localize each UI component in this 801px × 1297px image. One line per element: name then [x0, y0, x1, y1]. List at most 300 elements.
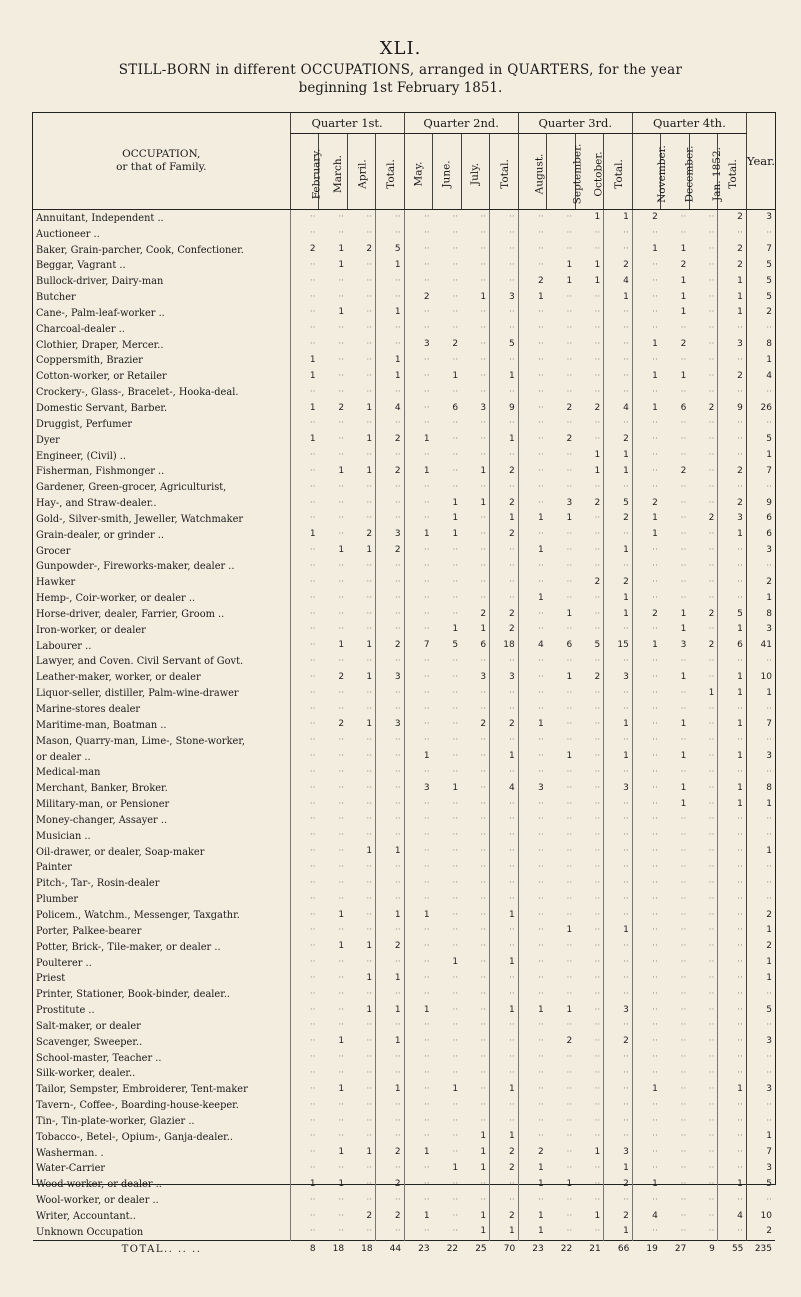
month-value-cell: ··	[338, 751, 345, 762]
year-total-cell: 1	[746, 448, 775, 464]
occupation-label: Labourer ..	[36, 640, 92, 652]
month-value-cell: ··	[480, 1004, 487, 1015]
month-value-cell: ··	[366, 386, 373, 397]
month-value-cell: ··	[594, 1083, 601, 1094]
month-value-cell: 1	[338, 259, 345, 270]
quarter-total-cell: ··	[604, 242, 633, 258]
quarter-total-cell: ··	[490, 416, 519, 432]
month-value-cell: ··	[680, 228, 687, 239]
month-value-cell: ··	[338, 228, 345, 239]
month-value-cell: ··	[366, 830, 373, 841]
quarter-total-cell: ··	[604, 955, 633, 971]
month-value-cell: 1	[290, 353, 319, 369]
year-total-cell: 5	[746, 1176, 775, 1192]
month-value-cell: ··	[338, 275, 345, 286]
year-total-cell: 5	[746, 1002, 775, 1018]
month-value-cell: ··	[452, 798, 459, 809]
month-value-cell: ··	[680, 1020, 687, 1031]
month-value-cell: ··	[518, 226, 547, 242]
month-value-cell: ··	[338, 418, 345, 429]
month-value-cell: ··	[452, 1036, 459, 1047]
month-value-cell: 1	[366, 434, 373, 445]
quarter-total-cell: ··	[604, 622, 633, 638]
year-total-cell: 1	[746, 685, 775, 701]
quarter-total-cell: ··	[604, 479, 633, 495]
total-value-cell: 70	[490, 1240, 519, 1258]
quarter-total-cell: 1	[718, 622, 747, 638]
quarter-total-cell: 1	[490, 1002, 519, 1018]
month-value-cell: 1	[338, 545, 345, 556]
occupation-label: Porter, Palkee-bearer	[36, 925, 142, 937]
quarter-total-cell: ··	[718, 1113, 747, 1129]
quarter-total-cell: ··	[718, 384, 747, 400]
month-header: July.	[461, 134, 490, 210]
month-value-cell: ··	[366, 307, 373, 318]
table-row	[33, 448, 775, 464]
month-header: March.	[319, 134, 348, 210]
month-value-cell: ··	[632, 384, 661, 400]
occupation-label: Gardener, Green-grocer, Agriculturist,	[36, 482, 227, 494]
quarter-total-cell: 1	[490, 1224, 519, 1240]
month-value-cell: ··	[680, 1163, 687, 1174]
month-value-cell: ··	[708, 751, 715, 762]
month-value-cell: 1	[632, 638, 661, 654]
month-value-cell: ··	[404, 1034, 433, 1050]
month-value-cell: ··	[404, 1018, 433, 1034]
quarter-total-cell: 3	[718, 337, 747, 353]
month-value-cell: ··	[680, 386, 687, 397]
year-total-cell: ··	[746, 828, 775, 844]
year-total-cell: 7	[746, 717, 775, 733]
month-value-cell: ··	[566, 814, 573, 825]
month-value-cell: ··	[708, 846, 715, 857]
month-value-cell: ··	[290, 860, 319, 876]
quarter-total-cell: ··	[376, 875, 405, 891]
quarter-total-cell: 5	[490, 337, 519, 353]
month-value-cell: ··	[452, 988, 459, 999]
month-value-cell: ··	[290, 1113, 319, 1129]
month-value-cell: ··	[366, 450, 373, 461]
month-value-cell: 1	[594, 275, 601, 286]
month-value-cell: ··	[366, 1178, 373, 1189]
quarter-4-header: Quarter 4th.	[632, 113, 746, 134]
occupation-label: Printer, Stationer, Book-binder, dealer..	[36, 989, 231, 1001]
quarter-total-cell: ··	[376, 448, 405, 464]
table-row	[33, 638, 775, 654]
year-total-cell: 4	[746, 368, 775, 384]
month-value-cell: 1	[632, 1081, 661, 1097]
total-label: TOTAL.. .. ..	[33, 1240, 290, 1258]
quarter-total-cell: ··	[376, 495, 405, 511]
quarter-total-cell: 1	[490, 907, 519, 923]
month-value-cell: ··	[632, 226, 661, 242]
year-total-cell: 1	[746, 971, 775, 987]
year-total-cell: ··	[746, 860, 775, 876]
quarter-total-cell: 2	[376, 1208, 405, 1224]
month-value-cell: ··	[480, 592, 487, 603]
month-value-cell: ··	[632, 939, 661, 955]
month-value-cell: ··	[452, 291, 459, 302]
month-value-cell: ··	[404, 765, 433, 781]
month-value-cell: ··	[366, 259, 373, 270]
quarter-total-cell: 2	[376, 1176, 405, 1192]
month-value-cell: ··	[518, 416, 547, 432]
year-total-cell: ··	[746, 1050, 775, 1066]
month-value-cell: ··	[708, 1178, 715, 1189]
quarter-total-cell: ··	[604, 416, 633, 432]
month-value-cell: ··	[404, 1161, 433, 1177]
month-value-cell: ··	[338, 481, 345, 492]
month-value-cell: ··	[632, 780, 661, 796]
month-value-cell: ··	[566, 830, 573, 841]
month-value-cell: ··	[452, 228, 459, 239]
month-value-cell: 1	[518, 1161, 547, 1177]
month-value-cell: ··	[366, 275, 373, 286]
month-value-cell: ··	[708, 925, 715, 936]
month-value-cell: ··	[632, 654, 661, 670]
month-value-cell: ··	[708, 703, 715, 714]
month-value-cell: ··	[708, 830, 715, 841]
month-value-cell: ··	[404, 685, 433, 701]
month-value-cell: ··	[290, 654, 319, 670]
month-value-cell: ··	[366, 291, 373, 302]
month-value-cell: ··	[338, 355, 345, 366]
year-total-cell: ··	[746, 654, 775, 670]
month-value-cell: ··	[452, 450, 459, 461]
quarter-total-cell: ··	[376, 1113, 405, 1129]
month-value-cell: ··	[594, 1163, 601, 1174]
quarter-total-cell: 1	[718, 305, 747, 321]
month-value-cell: ··	[680, 560, 687, 571]
month-value-cell: ··	[404, 242, 433, 258]
month-value-cell: ··	[632, 701, 661, 717]
month-value-cell: ··	[366, 212, 373, 223]
table-row	[33, 258, 775, 274]
month-value-cell: 1	[404, 464, 433, 480]
month-value-cell: 2	[338, 402, 345, 413]
year-total-cell: 5	[746, 289, 775, 305]
month-value-cell: ··	[518, 1018, 547, 1034]
month-value-cell: ··	[338, 877, 345, 888]
quarter-total-cell: 5	[718, 606, 747, 622]
month-value-cell: ··	[290, 1034, 319, 1050]
year-total-cell: 5	[746, 258, 775, 274]
month-value-cell: ··	[594, 1131, 601, 1142]
month-value-cell: ··	[594, 529, 601, 540]
quarter-total-cell: ··	[604, 971, 633, 987]
month-value-cell: ··	[518, 353, 547, 369]
quarter-total-cell: ··	[490, 305, 519, 321]
month-value-cell: ··	[566, 941, 573, 952]
month-value-cell: ··	[708, 1210, 715, 1221]
month-value-cell: ··	[708, 1083, 715, 1094]
month-value-cell: ··	[632, 559, 661, 575]
month-value-cell: ··	[518, 1034, 547, 1050]
month-value-cell: 1	[680, 624, 687, 635]
month-value-cell: ··	[366, 656, 373, 667]
month-value-cell: ··	[338, 386, 345, 397]
month-value-cell: ··	[404, 606, 433, 622]
month-value-cell: ··	[290, 305, 319, 321]
stillborn-table	[33, 113, 775, 1258]
quarter-total-cell: ··	[376, 226, 405, 242]
month-value-cell: ··	[404, 891, 433, 907]
quarter-total-cell: 2	[604, 1034, 633, 1050]
month-value-cell: ··	[366, 228, 373, 239]
month-value-cell: ··	[452, 1226, 459, 1237]
month-value-cell: ··	[290, 464, 319, 480]
month-value-cell: ··	[708, 719, 715, 730]
quarter-total-cell: ··	[604, 559, 633, 575]
month-value-cell: ··	[338, 450, 345, 461]
month-value-cell: ··	[518, 1097, 547, 1113]
table-row	[33, 226, 775, 242]
month-value-cell: 1	[566, 751, 573, 762]
month-value-cell: ··	[518, 1066, 547, 1082]
month-value-cell: 1	[366, 402, 373, 413]
month-value-cell: ··	[404, 305, 433, 321]
occupation-label: Water-Carrier	[36, 1163, 106, 1175]
quarter-total-cell: ··	[718, 986, 747, 1002]
year-total-cell: 2	[746, 1224, 775, 1240]
quarter-total-cell: 1	[376, 353, 405, 369]
year-total-cell: ··	[746, 479, 775, 495]
month-value-cell: ··	[566, 782, 573, 793]
table-row	[33, 860, 775, 876]
total-value-cell: 25	[461, 1240, 490, 1258]
month-value-cell: ··	[594, 592, 601, 603]
month-value-cell: 2	[566, 1036, 573, 1047]
month-value-cell: ··	[566, 1210, 573, 1221]
quarter-total-cell: 3	[604, 669, 633, 685]
table-row	[33, 384, 775, 400]
total-value-cell: 44	[376, 1240, 405, 1258]
quarter-total-cell: ··	[604, 844, 633, 860]
month-value-cell: 1	[594, 212, 601, 223]
quarter-total-cell: ··	[490, 1097, 519, 1113]
month-value-cell: ··	[452, 1131, 459, 1142]
month-value-cell: ··	[566, 418, 573, 429]
quarter-total-cell: ··	[604, 828, 633, 844]
month-value-cell: ··	[366, 1194, 373, 1205]
month-value-cell: ··	[518, 812, 547, 828]
quarter-total-cell: 2	[604, 511, 633, 527]
occupation-header	[33, 113, 290, 210]
table-row	[33, 416, 775, 432]
month-value-cell: ··	[708, 545, 715, 556]
year-total-cell: 5	[746, 432, 775, 448]
month-value-cell: ··	[452, 1115, 459, 1126]
month-value-cell: 1	[480, 291, 487, 302]
month-value-cell: ··	[290, 986, 319, 1002]
quarter-total-cell: ··	[718, 559, 747, 575]
month-value-cell: ··	[518, 464, 547, 480]
month-value-cell: ··	[566, 909, 573, 920]
month-value-cell: ··	[566, 529, 573, 540]
month-value-cell: ··	[680, 687, 687, 698]
total-value-cell: 55	[718, 1240, 747, 1258]
month-value-cell: ··	[632, 464, 661, 480]
month-value-cell: ··	[480, 545, 487, 556]
occupation-label: Grocer	[36, 545, 71, 557]
month-value-cell: ··	[632, 1034, 661, 1050]
total-value-cell: 21	[575, 1240, 604, 1258]
month-value-cell: ··	[632, 971, 661, 987]
month-value-cell: ··	[708, 941, 715, 952]
quarter-total-cell: ··	[718, 844, 747, 860]
quarter-total-cell: 1	[376, 368, 405, 384]
month-value-cell: 2	[708, 513, 715, 524]
month-value-cell: ··	[708, 766, 715, 777]
month-value-cell: ··	[338, 1163, 345, 1174]
quarter-total-cell: ··	[376, 796, 405, 812]
quarter-total-cell: 1	[376, 1081, 405, 1097]
occupation-label: Butcher	[36, 292, 76, 304]
month-value-cell: 1	[518, 511, 547, 527]
month-value-cell: ··	[480, 418, 487, 429]
month-value-cell: ··	[680, 529, 687, 540]
table-subtitle: beginning 1st February 1851.	[298, 80, 503, 96]
month-value-cell: 1	[366, 640, 373, 651]
month-value-cell: ··	[290, 1145, 319, 1161]
month-value-cell: ··	[338, 624, 345, 635]
month-value-cell: ··	[708, 339, 715, 350]
month-value-cell: ··	[680, 323, 687, 334]
month-value-cell: ··	[518, 875, 547, 891]
month-value-cell: ··	[518, 685, 547, 701]
month-value-cell: ··	[566, 687, 573, 698]
occupation-label: Cotton-worker, or Retailer	[36, 371, 167, 383]
month-value-cell: ··	[594, 434, 601, 445]
year-total-cell: 1	[746, 796, 775, 812]
table-body	[33, 210, 775, 1241]
month-value-cell: ··	[680, 1210, 687, 1221]
month-value-cell: ··	[518, 907, 547, 923]
month-value-cell: 1	[594, 1147, 601, 1158]
month-value-cell: ··	[594, 766, 601, 777]
month-value-cell: ··	[452, 814, 459, 825]
month-header: April.	[347, 134, 376, 210]
quarter-total-cell: 2	[376, 432, 405, 448]
quarter-total-cell: ··	[718, 1145, 747, 1161]
month-value-cell: ··	[404, 1176, 433, 1192]
month-value-cell: ··	[708, 814, 715, 825]
table-row	[33, 780, 775, 796]
month-value-cell: ··	[708, 893, 715, 904]
month-value-cell: ··	[480, 450, 487, 461]
year-total-cell: ··	[746, 384, 775, 400]
month-value-cell: ··	[632, 844, 661, 860]
month-value-cell: ··	[290, 543, 319, 559]
month-value-cell: ··	[708, 355, 715, 366]
month-value-cell: ··	[452, 1099, 459, 1110]
quarter-total-cell: 1	[604, 210, 633, 226]
month-value-cell: ··	[680, 1178, 687, 1189]
month-value-cell: ··	[290, 1066, 319, 1082]
quarter-total-cell: ··	[376, 273, 405, 289]
month-value-cell: 1	[594, 450, 601, 461]
month-value-cell: ··	[480, 656, 487, 667]
year-total-cell: ··	[746, 1192, 775, 1208]
quarter-total-cell: ··	[718, 1129, 747, 1145]
month-value-cell: ··	[404, 844, 433, 860]
month-value-cell: ··	[480, 434, 487, 445]
occupation-label: Mason, Quarry-man, Lime-, Stone-worker,	[36, 735, 246, 747]
table-number: XLI.	[379, 38, 422, 59]
month-value-cell: ··	[708, 434, 715, 445]
occupation-label: Money-changer, Assayer ..	[36, 814, 168, 826]
quarter-total-cell: ··	[490, 574, 519, 590]
month-value-cell: 1	[404, 749, 433, 765]
quarter-total-cell: ··	[604, 733, 633, 749]
month-value-cell: ··	[566, 1131, 573, 1142]
quarter-total-cell: ··	[718, 701, 747, 717]
quarter-total-cell: ··	[490, 986, 519, 1002]
occupation-label: Maritime-man, Boatman ..	[36, 719, 167, 731]
month-value-cell: ··	[594, 735, 601, 746]
quarter-total-cell: ··	[604, 685, 633, 701]
month-value-cell: 1	[518, 590, 547, 606]
quarter-total-cell: ··	[604, 986, 633, 1002]
quarter-total-cell: ··	[604, 812, 633, 828]
month-value-cell: ··	[566, 244, 573, 255]
table-row	[33, 1018, 775, 1034]
quarter-total-cell: 2	[490, 622, 519, 638]
month-value-cell: ··	[566, 1115, 573, 1126]
month-value-cell: ··	[518, 796, 547, 812]
month-value-cell: 1	[518, 717, 547, 733]
month-value-cell: 1	[680, 719, 687, 730]
quarter-total-cell: ··	[718, 574, 747, 590]
occupation-label: Plumber	[36, 894, 79, 906]
occupation-label: Baker, Grain-parcher, Cook, Confectioner.	[36, 244, 244, 256]
quarter-total-cell: ··	[490, 828, 519, 844]
month-value-cell: ··	[452, 766, 459, 777]
occupation-label: Silk-worker, dealer..	[36, 1068, 136, 1080]
month-value-cell: 2	[366, 529, 373, 540]
month-value-cell: ··	[566, 735, 573, 746]
month-value-cell: 1	[566, 925, 573, 936]
occupation-label: Auctioneer ..	[36, 228, 100, 240]
quarter-total-cell: ··	[490, 796, 519, 812]
month-value-cell: ··	[680, 656, 687, 667]
year-total-cell: 26	[746, 400, 775, 416]
quarter-total-cell: ··	[718, 1161, 747, 1177]
quarter-total-cell: ··	[604, 891, 633, 907]
month-value-cell: ··	[480, 862, 487, 873]
month-value-cell: ··	[452, 608, 459, 619]
quarter-total-cell: ··	[604, 353, 633, 369]
quarter-total-cell: 3	[604, 780, 633, 796]
year-total-cell: ··	[746, 1018, 775, 1034]
month-value-cell: ··	[480, 259, 487, 270]
year-total-cell: 7	[746, 464, 775, 480]
quarter-total-cell: ··	[604, 1097, 633, 1113]
table-row	[33, 685, 775, 701]
month-value-cell: ··	[404, 1081, 433, 1097]
month-value-cell: ··	[338, 1052, 345, 1063]
month-value-cell: ··	[290, 416, 319, 432]
quarter-1-header: Quarter 1st.	[290, 113, 404, 134]
quarter-total-cell: ··	[490, 860, 519, 876]
month-value-cell: ··	[480, 513, 487, 524]
month-value-cell: ··	[566, 545, 573, 556]
month-value-cell: ··	[452, 1067, 459, 1078]
month-value-cell: ··	[452, 1020, 459, 1031]
quarter-total-cell: ··	[490, 1113, 519, 1129]
month-value-cell: 1	[566, 608, 573, 619]
month-value-cell: ··	[366, 418, 373, 429]
